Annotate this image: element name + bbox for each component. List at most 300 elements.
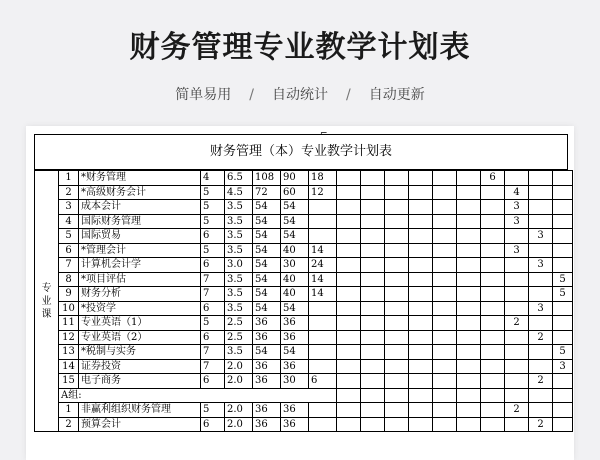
empty-cell (553, 301, 573, 316)
empty-cell (409, 229, 433, 244)
spreadsheet-preview (26, 126, 574, 460)
course-number: 15 (59, 374, 79, 389)
table-row (35, 171, 573, 186)
empty-cell (457, 171, 481, 186)
feature-list (0, 84, 600, 104)
table-row (35, 214, 573, 229)
empty-cell (385, 403, 409, 418)
course-name: 财务分析 (79, 287, 201, 302)
empty-cell (361, 200, 385, 215)
empty-cell (505, 287, 529, 302)
empty-cell (337, 359, 361, 374)
credits: 4.5 (225, 185, 253, 200)
empty-cell (433, 243, 457, 258)
empty-cell (457, 345, 481, 360)
empty-cell (457, 359, 481, 374)
total-hours: 54 (253, 229, 281, 244)
empty-cell (361, 214, 385, 229)
empty-cell (505, 359, 529, 374)
practice-hours (309, 403, 337, 418)
course-plan-table (34, 170, 573, 432)
course-number: 11 (59, 316, 79, 331)
feature-separator: / (346, 87, 351, 103)
empty-cell (337, 301, 361, 316)
empty-cell (409, 417, 433, 432)
total-hours: 54 (253, 287, 281, 302)
practice-hours (309, 214, 337, 229)
weekly-hours: 3 (505, 243, 529, 258)
empty-cell (385, 287, 409, 302)
credits: 2.0 (225, 417, 253, 432)
empty-cell (481, 185, 505, 200)
empty-cell (457, 374, 481, 389)
empty-cell (337, 185, 361, 200)
empty-cell (529, 388, 553, 403)
credits: 3.5 (225, 301, 253, 316)
empty-cell (481, 374, 505, 389)
empty-cell (529, 345, 553, 360)
total-hours: 36 (253, 330, 281, 345)
lecture-hours: 54 (281, 200, 309, 215)
practice-hours: 24 (309, 258, 337, 273)
empty-cell (457, 272, 481, 287)
practice-hours (309, 330, 337, 345)
empty-cell (457, 330, 481, 345)
exam-term: 7 (201, 287, 225, 302)
credits: 2.5 (225, 330, 253, 345)
empty-cell (457, 214, 481, 229)
empty-cell (457, 258, 481, 273)
total-hours: 54 (253, 258, 281, 273)
empty-cell (361, 345, 385, 360)
course-name: 专业英语（2） (79, 330, 201, 345)
total-hours: 54 (253, 345, 281, 360)
empty-cell (385, 258, 409, 273)
total-hours: 54 (253, 214, 281, 229)
credits: 2.5 (225, 316, 253, 331)
table-row (35, 374, 573, 389)
empty-cell (433, 171, 457, 186)
empty-cell (361, 185, 385, 200)
course-name: 电子商务 (79, 374, 201, 389)
credits: 2.0 (225, 359, 253, 374)
sheet-title: 财务管理（本）专业教学计划表 (34, 134, 568, 170)
empty-cell (409, 214, 433, 229)
empty-cell (481, 272, 505, 287)
lecture-hours: 36 (281, 417, 309, 432)
practice-hours (309, 316, 337, 331)
empty-cell (529, 403, 553, 418)
credits: 3.5 (225, 345, 253, 360)
page-title: 财务管理专业教学计划表 (129, 30, 471, 65)
empty-cell (361, 374, 385, 389)
empty-cell (361, 359, 385, 374)
empty-cell (361, 417, 385, 432)
empty-cell (505, 229, 529, 244)
empty-cell (433, 272, 457, 287)
empty-cell (481, 301, 505, 316)
course-number: 2 (59, 185, 79, 200)
exam-term: 4 (201, 171, 225, 186)
lecture-hours: 40 (281, 272, 309, 287)
exam-term: 6 (201, 330, 225, 345)
empty-cell (385, 330, 409, 345)
empty-cell (553, 388, 573, 403)
empty-cell (409, 200, 433, 215)
practice-hours: 14 (309, 243, 337, 258)
exam-term: 5 (201, 403, 225, 418)
course-number: 9 (59, 287, 79, 302)
empty-cell (361, 287, 385, 302)
empty-cell (409, 272, 433, 287)
empty-cell (481, 287, 505, 302)
credits: 3.5 (225, 200, 253, 215)
empty-cell (529, 200, 553, 215)
table-row (35, 258, 573, 273)
empty-cell (433, 301, 457, 316)
empty-cell (481, 330, 505, 345)
course-number: 1 (59, 403, 79, 418)
category-label: 专 业 课 (35, 171, 59, 432)
empty-cell (337, 287, 361, 302)
total-hours: 54 (253, 301, 281, 316)
empty-cell (361, 388, 385, 403)
lecture-hours: 54 (281, 214, 309, 229)
total-hours: 54 (253, 243, 281, 258)
course-name: *税制与实务 (79, 345, 201, 360)
empty-cell (505, 330, 529, 345)
course-name: 计算机会计学 (79, 258, 201, 273)
empty-cell (385, 229, 409, 244)
empty-cell (385, 301, 409, 316)
empty-cell (481, 359, 505, 374)
total-hours: 54 (253, 272, 281, 287)
table-row (35, 185, 573, 200)
credits: 2.0 (225, 374, 253, 389)
weekly-hours: 2 (529, 374, 553, 389)
weekly-hours: 2 (529, 417, 553, 432)
empty-cell (337, 243, 361, 258)
exam-term: 7 (201, 345, 225, 360)
empty-cell (505, 171, 529, 186)
empty-cell (385, 388, 409, 403)
course-number: 13 (59, 345, 79, 360)
empty-cell (457, 229, 481, 244)
empty-cell (481, 403, 505, 418)
weekly-hours: 2 (505, 403, 529, 418)
course-name: *财务管理 (79, 171, 201, 186)
lecture-hours: 36 (281, 359, 309, 374)
empty-cell (433, 185, 457, 200)
empty-cell (553, 258, 573, 273)
lecture-hours: 54 (281, 229, 309, 244)
credits: 3.5 (225, 243, 253, 258)
total-hours: 36 (253, 403, 281, 418)
table-row (35, 287, 573, 302)
weekly-hours: 5 (553, 345, 573, 360)
empty-cell (409, 345, 433, 360)
practice-hours: 14 (309, 272, 337, 287)
corner-mark: ⌐ (320, 129, 328, 139)
course-number: 10 (59, 301, 79, 316)
table-row (35, 345, 573, 360)
course-number: 6 (59, 243, 79, 258)
empty-cell (409, 374, 433, 389)
lecture-hours: 90 (281, 171, 309, 186)
empty-cell (553, 330, 573, 345)
course-name: 预算会计 (79, 417, 201, 432)
empty-cell (337, 345, 361, 360)
empty-cell (337, 214, 361, 229)
course-number: 12 (59, 330, 79, 345)
empty-cell (409, 171, 433, 186)
empty-cell (457, 316, 481, 331)
table-row (35, 388, 573, 403)
empty-cell (337, 316, 361, 331)
practice-hours (309, 345, 337, 360)
empty-cell (337, 229, 361, 244)
empty-cell (457, 287, 481, 302)
empty-cell (361, 301, 385, 316)
empty-cell (481, 316, 505, 331)
empty-cell (361, 403, 385, 418)
course-name: *项目评估 (79, 272, 201, 287)
empty-cell (385, 171, 409, 186)
total-hours: 36 (253, 417, 281, 432)
empty-cell (481, 214, 505, 229)
empty-cell (457, 403, 481, 418)
feature-auto-stats: 自动统计 (272, 87, 328, 103)
feature-easy: 简单易用 (175, 87, 232, 103)
course-number: 3 (59, 200, 79, 215)
credits: 3.5 (225, 272, 253, 287)
empty-cell (553, 374, 573, 389)
course-name: 国际贸易 (79, 229, 201, 244)
empty-cell (529, 214, 553, 229)
practice-hours (309, 359, 337, 374)
empty-cell (481, 388, 505, 403)
empty-cell (529, 316, 553, 331)
weekly-hours: 2 (505, 316, 529, 331)
empty-cell (409, 287, 433, 302)
weekly-hours: 5 (553, 287, 573, 302)
empty-cell (337, 258, 361, 273)
credits: 6.5 (225, 171, 253, 186)
lecture-hours: 30 (281, 374, 309, 389)
group-label: A组: (59, 388, 337, 403)
table-row (35, 359, 573, 374)
empty-cell (361, 243, 385, 258)
empty-cell (433, 359, 457, 374)
empty-cell (337, 171, 361, 186)
empty-cell (553, 243, 573, 258)
course-name: *管理会计 (79, 243, 201, 258)
course-name: 证券投资 (79, 359, 201, 374)
credits: 3.5 (225, 214, 253, 229)
weekly-hours: 3 (553, 359, 573, 374)
empty-cell (457, 301, 481, 316)
exam-term: 6 (201, 301, 225, 316)
weekly-hours: 5 (553, 272, 573, 287)
empty-cell (433, 388, 457, 403)
empty-cell (553, 185, 573, 200)
lecture-hours: 54 (281, 301, 309, 316)
empty-cell (433, 345, 457, 360)
practice-hours (309, 417, 337, 432)
exam-term: 5 (201, 214, 225, 229)
feature-auto-update: 自动更新 (368, 87, 425, 103)
empty-cell (553, 417, 573, 432)
empty-cell (433, 200, 457, 215)
table-row (35, 417, 573, 432)
course-number: 2 (59, 417, 79, 432)
total-hours: 36 (253, 359, 281, 374)
course-number: 1 (59, 171, 79, 186)
empty-cell (481, 258, 505, 273)
table-row (35, 200, 573, 215)
total-hours: 36 (253, 374, 281, 389)
lecture-hours: 54 (281, 345, 309, 360)
empty-cell (433, 316, 457, 331)
practice-hours (309, 301, 337, 316)
empty-cell (553, 229, 573, 244)
empty-cell (385, 185, 409, 200)
empty-cell (409, 316, 433, 331)
empty-cell (433, 214, 457, 229)
empty-cell (457, 200, 481, 215)
practice-hours: 12 (309, 185, 337, 200)
table-row (35, 272, 573, 287)
empty-cell (433, 287, 457, 302)
course-number: 8 (59, 272, 79, 287)
empty-cell (529, 272, 553, 287)
feature-separator: / (249, 87, 254, 103)
exam-term: 5 (201, 200, 225, 215)
empty-cell (553, 200, 573, 215)
total-hours: 72 (253, 185, 281, 200)
course-number: 5 (59, 229, 79, 244)
empty-cell (433, 258, 457, 273)
empty-cell (481, 345, 505, 360)
empty-cell (505, 388, 529, 403)
empty-cell (385, 200, 409, 215)
practice-hours: 18 (309, 171, 337, 186)
exam-term: 6 (201, 229, 225, 244)
empty-cell (409, 330, 433, 345)
empty-cell (481, 200, 505, 215)
exam-term: 6 (201, 258, 225, 273)
lecture-hours: 36 (281, 316, 309, 331)
empty-cell (433, 417, 457, 432)
weekly-hours: 6 (481, 171, 505, 186)
empty-cell (385, 345, 409, 360)
empty-cell (505, 272, 529, 287)
credits: 3.0 (225, 258, 253, 273)
course-name: 专业英语（1） (79, 316, 201, 331)
exam-term: 6 (201, 417, 225, 432)
weekly-hours: 3 (529, 258, 553, 273)
empty-cell (409, 359, 433, 374)
empty-cell (409, 301, 433, 316)
credits: 2.0 (225, 403, 253, 418)
practice-hours: 14 (309, 287, 337, 302)
empty-cell (385, 243, 409, 258)
empty-cell (409, 243, 433, 258)
empty-cell (457, 243, 481, 258)
empty-cell (553, 403, 573, 418)
empty-cell (409, 258, 433, 273)
practice-hours: 6 (309, 374, 337, 389)
empty-cell (457, 185, 481, 200)
empty-cell (457, 417, 481, 432)
empty-cell (337, 374, 361, 389)
empty-cell (361, 330, 385, 345)
weekly-hours: 2 (529, 330, 553, 345)
empty-cell (553, 316, 573, 331)
empty-cell (409, 403, 433, 418)
credits: 3.5 (225, 287, 253, 302)
empty-cell (337, 330, 361, 345)
total-hours: 54 (253, 200, 281, 215)
empty-cell (337, 200, 361, 215)
empty-cell (361, 272, 385, 287)
empty-cell (481, 229, 505, 244)
table-row (35, 301, 573, 316)
empty-cell (529, 243, 553, 258)
empty-cell (385, 374, 409, 389)
lecture-hours: 40 (281, 243, 309, 258)
weekly-hours: 4 (505, 185, 529, 200)
empty-cell (409, 388, 433, 403)
lecture-hours: 60 (281, 185, 309, 200)
empty-cell (385, 359, 409, 374)
empty-cell (505, 301, 529, 316)
empty-cell (337, 272, 361, 287)
empty-cell (505, 258, 529, 273)
empty-cell (481, 243, 505, 258)
table-row (35, 403, 573, 418)
exam-term: 6 (201, 374, 225, 389)
table-row (35, 330, 573, 345)
practice-hours (309, 200, 337, 215)
exam-term: 7 (201, 359, 225, 374)
empty-cell (409, 185, 433, 200)
course-number: 7 (59, 258, 79, 273)
exam-term: 5 (201, 316, 225, 331)
course-number: 14 (59, 359, 79, 374)
empty-cell (337, 388, 361, 403)
weekly-hours: 3 (529, 229, 553, 244)
empty-cell (385, 272, 409, 287)
course-name: *高级财务会计 (79, 185, 201, 200)
empty-cell (529, 359, 553, 374)
empty-cell (433, 229, 457, 244)
lecture-hours: 36 (281, 330, 309, 345)
table-row (35, 229, 573, 244)
empty-cell (385, 417, 409, 432)
credits: 3.5 (225, 229, 253, 244)
exam-term: 5 (201, 243, 225, 258)
weekly-hours: 3 (529, 301, 553, 316)
empty-cell (553, 214, 573, 229)
table-row (35, 243, 573, 258)
course-number: 4 (59, 214, 79, 229)
exam-term: 5 (201, 185, 225, 200)
empty-cell (337, 403, 361, 418)
empty-cell (505, 417, 529, 432)
empty-cell (433, 374, 457, 389)
empty-cell (505, 374, 529, 389)
